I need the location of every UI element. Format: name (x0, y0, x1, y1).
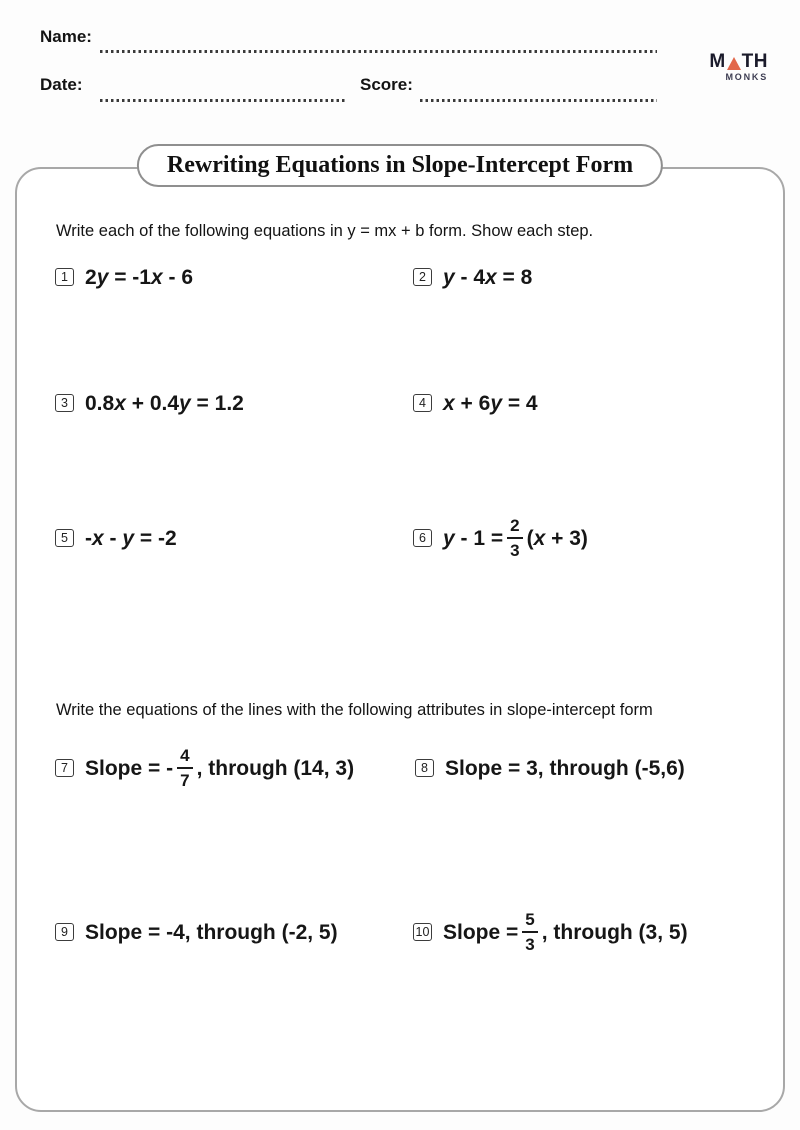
equation-text: Slope = - (85, 756, 174, 780)
page-title: Rewriting Equations in Slope-Intercept Form (137, 144, 663, 187)
problem-8 (415, 746, 685, 790)
fraction: $\frac{2}{3}$ (507, 517, 522, 559)
problem-number: 4 (413, 394, 432, 412)
fraction: $\frac{5}{3}$ (522, 911, 537, 953)
equation-text: Slope = 3, through (-5,6) (445, 756, 685, 780)
problem-4 (413, 381, 538, 425)
equation (443, 393, 538, 414)
score-field-line (420, 99, 657, 102)
worksheet-frame (15, 167, 785, 1112)
problem-7 (55, 746, 354, 790)
problem-number: 1 (55, 268, 74, 286)
equation (445, 758, 685, 779)
section1-instruction: Write each of the following equations in y = mx + b form. Show each step. (56, 222, 594, 240)
equation (85, 267, 193, 288)
equation (443, 911, 688, 953)
problem-number: 3 (55, 394, 74, 412)
problem-3 (55, 381, 244, 425)
equation-text: 2y = -1x - 6 (85, 265, 194, 289)
logo-subtext: MONKS (725, 72, 768, 82)
problem-number: 6 (413, 529, 432, 547)
problem-number: 9 (55, 923, 74, 941)
name-field-line (100, 50, 657, 53)
problem-1 (55, 255, 193, 299)
problem-number: 2 (413, 268, 432, 286)
problem-5 (55, 516, 177, 560)
equation (443, 517, 588, 559)
problem-10 (413, 910, 688, 954)
logo-wordmark (709, 52, 768, 71)
equation-text: , through (14, 3) (196, 756, 355, 780)
logo-letters-th: TH (741, 51, 768, 72)
equation (85, 528, 177, 549)
problem-number: 7 (55, 759, 74, 777)
equation-text: , through (3, 5) (541, 920, 688, 944)
triangle-icon (727, 57, 741, 70)
equation (443, 267, 532, 288)
date-label: Date: (40, 75, 83, 94)
fraction: $\frac{4}{7}$ (177, 747, 192, 789)
equation-text: Slope = (443, 920, 519, 944)
equation-text: 0.8x + 0.4y = 1.2 (85, 391, 244, 415)
problem-2 (413, 255, 532, 299)
equation-text: y - 1 = (443, 526, 504, 550)
problem-number: 8 (415, 759, 434, 777)
equation-text: Slope = -4, through (-2, 5) (85, 920, 338, 944)
problem-6 (413, 516, 588, 560)
equation (85, 922, 338, 943)
equation (85, 747, 354, 789)
equation-text: x + 6y = 4 (443, 391, 538, 415)
score-label: Score: (360, 75, 413, 94)
equation-text: y - 4x = 8 (443, 265, 533, 289)
math-monks-logo (709, 52, 768, 82)
problem-9 (55, 910, 338, 954)
section2-instruction: Write the equations of the lines with the following attributes in slope-intercept form (56, 701, 653, 719)
problem-number: 10 (413, 923, 432, 941)
equation-text: (x + 3) (526, 526, 588, 550)
equation-text: -x - y = -2 (85, 526, 177, 550)
name-label: Name: (40, 27, 92, 46)
problem-number: 5 (55, 529, 74, 547)
logo-letter-m: M (709, 51, 726, 72)
equation (85, 393, 244, 414)
date-field-line (100, 99, 345, 102)
